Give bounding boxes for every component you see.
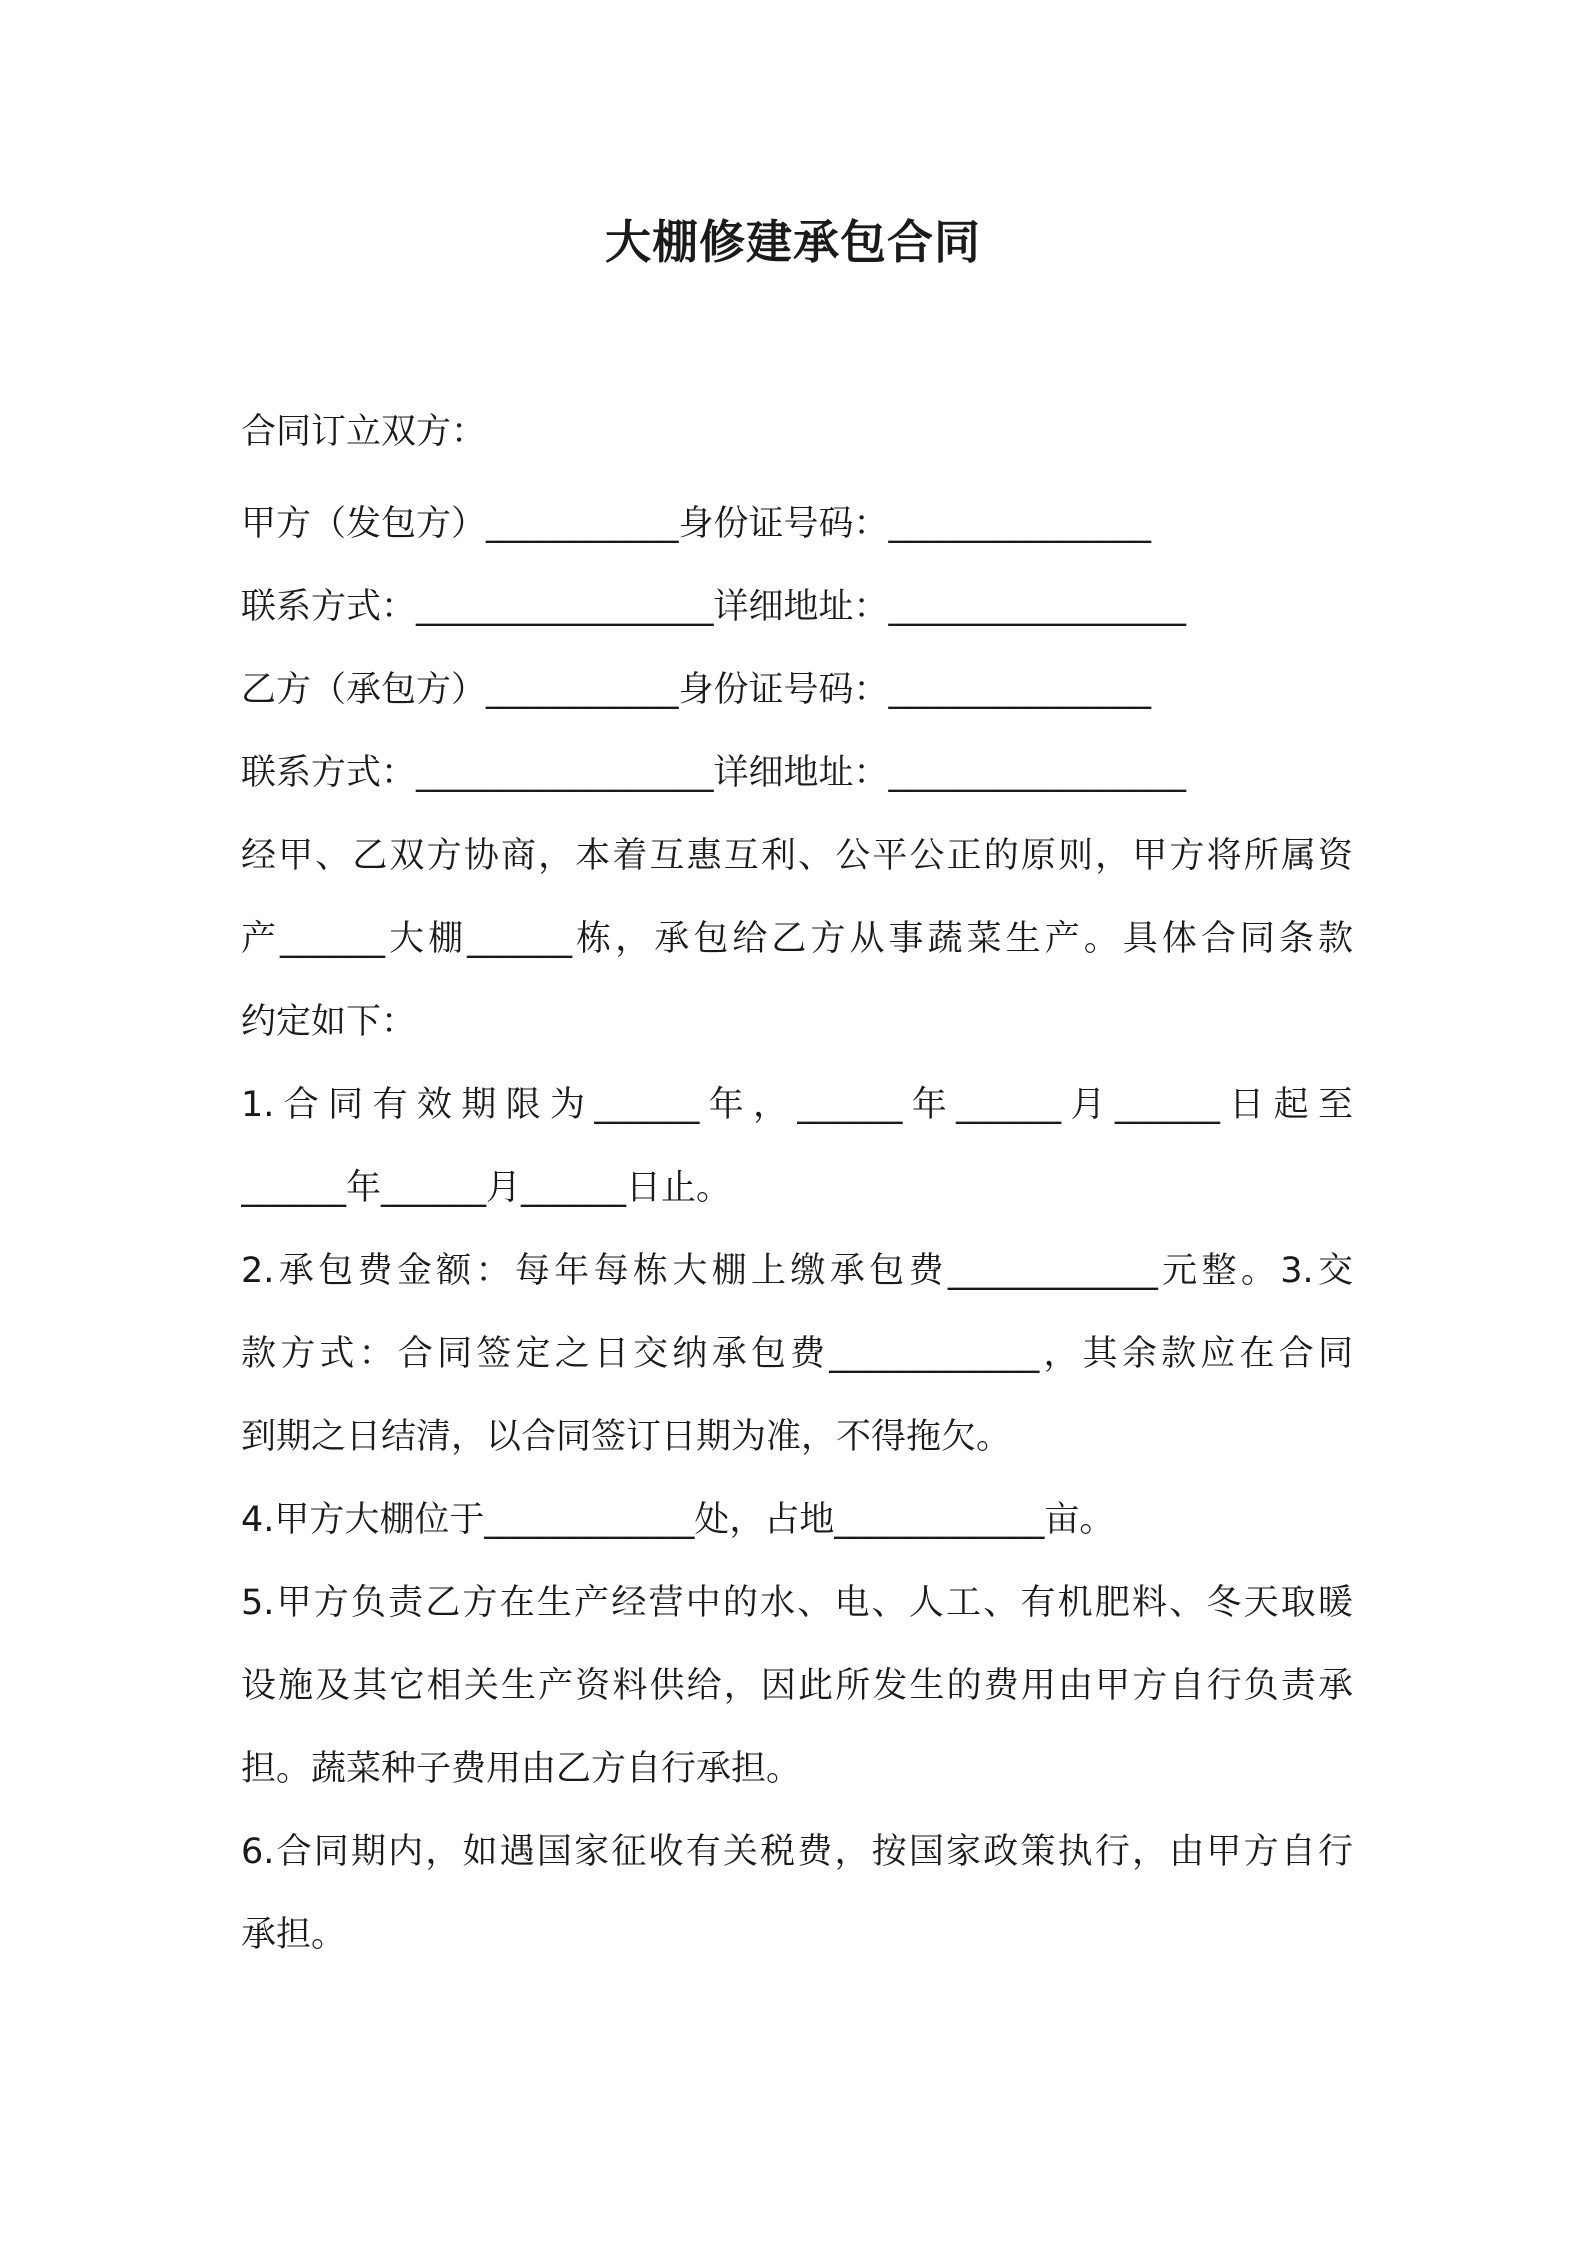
clause-1-line-2: ______年______月______日止。 xyxy=(241,1168,732,1208)
party-b-name-line: 乙方（承包方）___________身份证号码：_______________ xyxy=(241,670,1152,710)
clause-2-line-1: 2.承包费金额：每年每栋大棚上缴承包费____________元整。3.交 xyxy=(241,1251,1353,1291)
clause-3-line-1: 款方式：合同签定之日交纳承包费____________，其余款应在合同 xyxy=(241,1334,1353,1374)
document-title: 大棚修建承包合同 xyxy=(605,215,981,269)
preamble-line-3: 约定如下： xyxy=(241,1002,417,1042)
party-a-name-line: 甲方（发包方）___________身份证号码：_______________ xyxy=(241,504,1152,544)
clause-6-line-1: 6.合同期内，如遇国家征收有关税费，按国家政策执行，由甲方自行 xyxy=(241,1832,1353,1872)
party-b-contact-line: 联系方式：_________________详细地址：_________________ xyxy=(241,753,1187,793)
clause-4-line: 4.甲方大棚位于____________处，占地____________亩。 xyxy=(241,1500,1115,1540)
parties-heading: 合同订立双方： xyxy=(241,412,487,452)
preamble-line-2: 产______大棚______栋，承包给乙方从事蔬菜生产。具体合同条款 xyxy=(241,919,1353,959)
clause-6-line-2: 承担。 xyxy=(241,1915,347,1955)
clause-5-line-3: 担。蔬菜种子费用由乙方自行承担。 xyxy=(241,1749,802,1789)
clause-5-line-1: 5.甲方负责乙方在生产经营中的水、电、人工、有机肥料、冬天取暖 xyxy=(241,1583,1353,1623)
preamble-line-1: 经甲、乙双方协商，本着互惠互利、公平公正的原则，甲方将所属资 xyxy=(241,836,1353,876)
clause-3-line-2: 到期之日结清，以合同签订日期为准，不得拖欠。 xyxy=(241,1417,1012,1457)
party-a-contact-line: 联系方式：_________________详细地址：_________________ xyxy=(241,587,1187,627)
clause-5-line-2: 设施及其它相关生产资料供给，因此所发生的费用由甲方自行负责承 xyxy=(241,1666,1353,1706)
clause-1-line-1: 1.合同有效期限为______年，______年______月______日起至 xyxy=(241,1085,1353,1125)
